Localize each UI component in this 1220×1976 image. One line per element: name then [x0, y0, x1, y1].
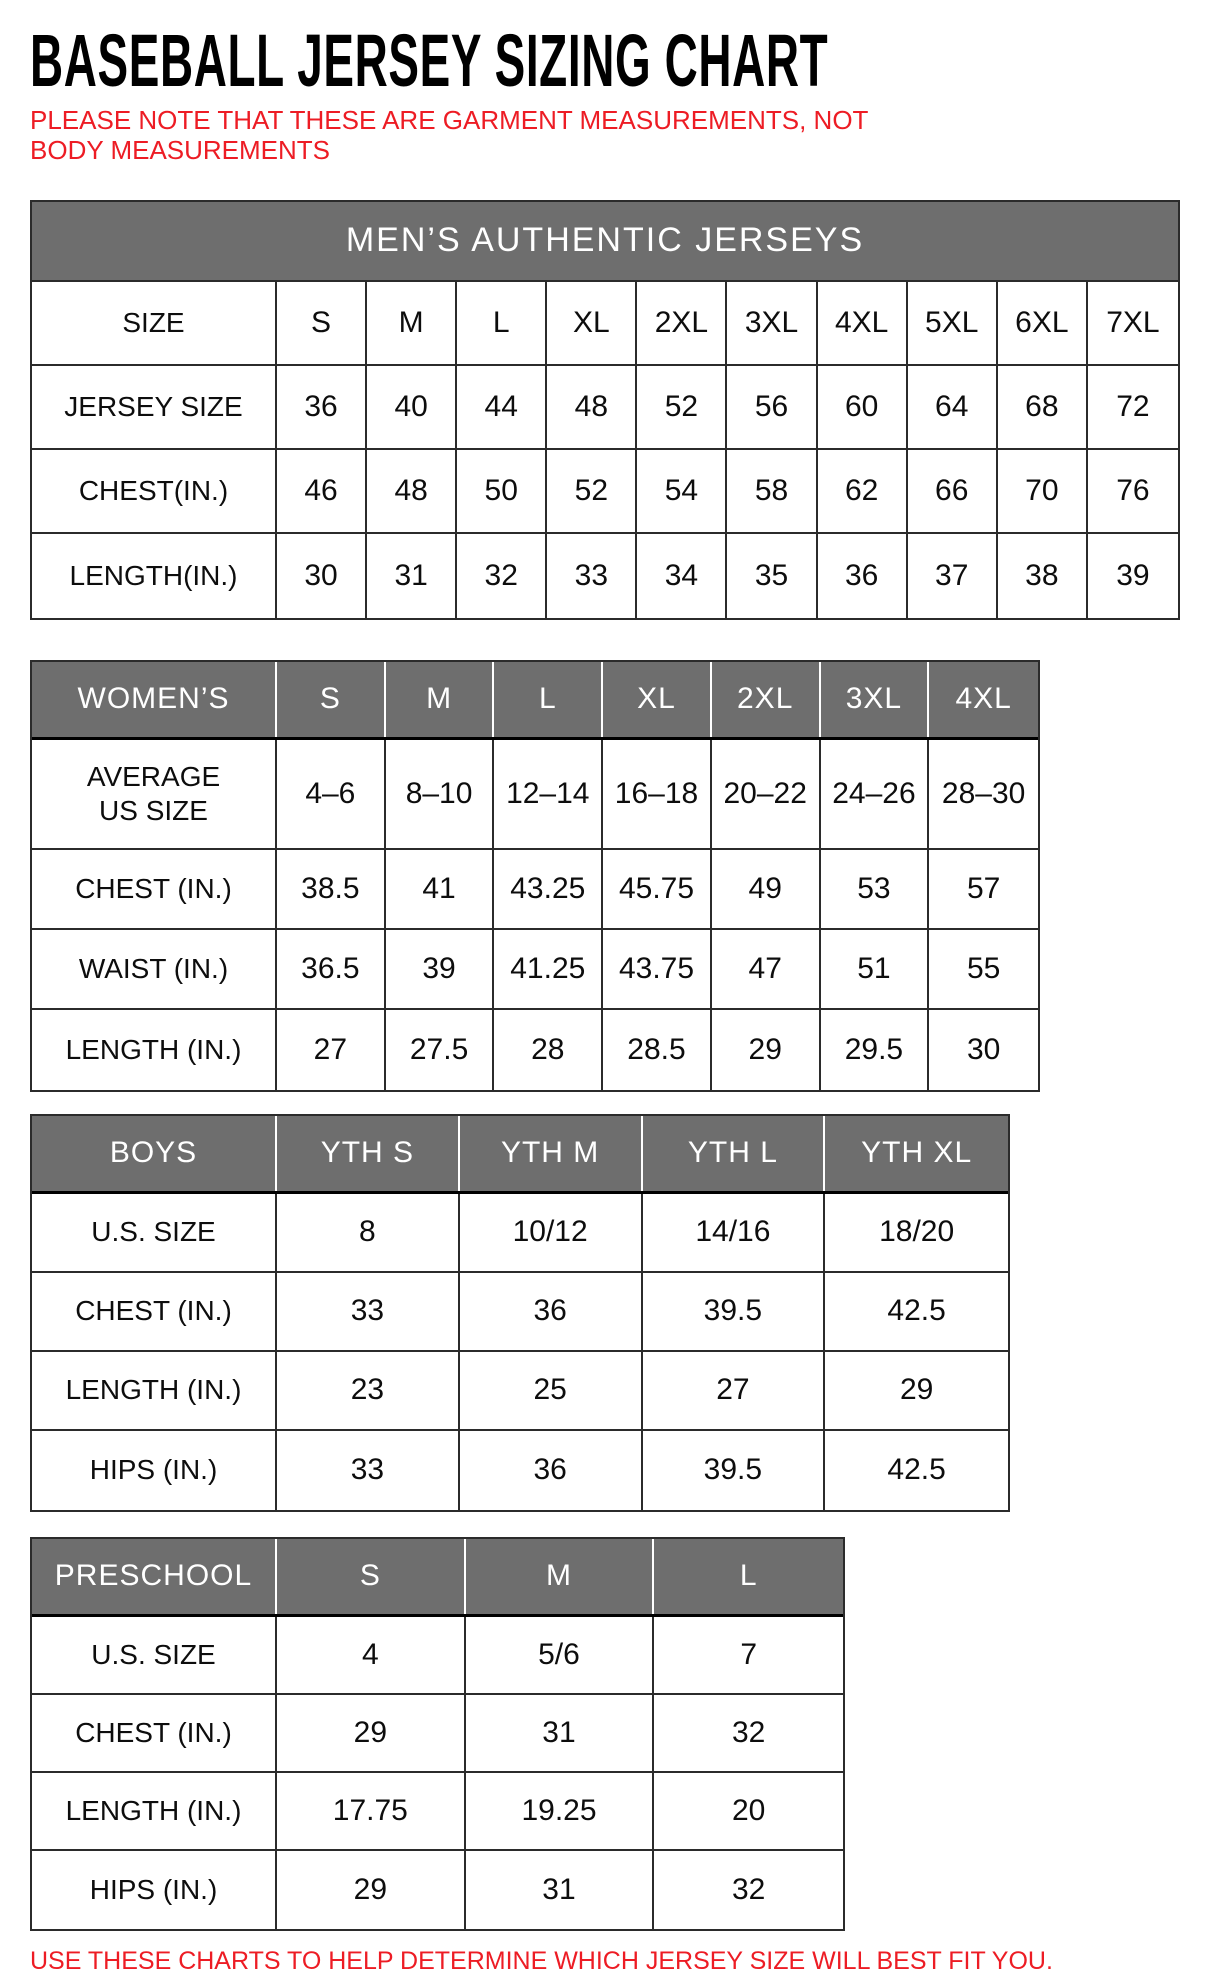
- womens-header-cell: 2XL: [712, 662, 821, 737]
- womens-row: [32, 740, 1038, 850]
- preschool-value-cell: 32: [731, 1872, 766, 1906]
- page-title: BASEBALL JERSEY SIZING CHART: [30, 19, 829, 102]
- womens-value-cell: 36.5: [277, 930, 386, 1008]
- mens-authentic-jerseys-value-cell: 5XL: [908, 282, 998, 364]
- womens-value-cell: 43.25: [494, 850, 603, 928]
- womens-value-cell: 28–30: [941, 776, 1026, 810]
- womens-value-cell: 29: [712, 1010, 821, 1090]
- womens-value-cell: 8–10: [386, 740, 495, 848]
- preschool-row-label: LENGTH (IN.): [32, 1773, 277, 1849]
- preschool-value-cell: 20: [731, 1793, 766, 1827]
- boys-value-cell: 42.5: [887, 1453, 946, 1487]
- womens-value-cell: 41.25: [494, 930, 603, 1008]
- mens-authentic-jerseys-value-cell: 64: [908, 366, 998, 448]
- preschool-value-cell: 29: [277, 1851, 466, 1929]
- garment-measurement-note: PLEASE NOTE THAT THESE ARE GARMENT MEASUREMENTS, NOT BODY MEASUREMENTS: [30, 105, 868, 165]
- womens-value-cell: 43.75: [603, 930, 712, 1008]
- womens-header-cell: 3XL: [821, 662, 930, 737]
- mens-authentic-jerseys-value-cell: 60: [818, 366, 908, 448]
- mens-authentic-jerseys-value-cell: 35: [727, 534, 817, 618]
- mens-authentic-jerseys-value-cell: 76: [1116, 473, 1150, 507]
- mens-authentic-jerseys-value-cell: 6XL: [998, 282, 1088, 364]
- boys-value-cell: 10/12: [460, 1194, 643, 1271]
- boys-value-cell: 39.5: [643, 1431, 826, 1510]
- preschool-header-label: PRESCHOOL: [32, 1539, 277, 1614]
- boys-value-cell: 25: [460, 1352, 643, 1429]
- mens-authentic-jerseys-banner: MEN’S AUTHENTIC JERSEYS: [32, 202, 1178, 282]
- mens-authentic-jerseys-value-cell: 54: [637, 450, 727, 532]
- preschool-value-cell: 19.25: [466, 1773, 655, 1849]
- table-mens-authentic-jerseys: [30, 200, 1180, 620]
- womens-value-cell: 41: [386, 850, 495, 928]
- mens-authentic-jerseys-value-cell: 2XL: [637, 282, 727, 364]
- mens-authentic-jerseys-value-cell: 68: [998, 366, 1088, 448]
- mens-authentic-jerseys-value-cell: XL: [547, 282, 637, 364]
- preschool-value-cell: 31: [466, 1695, 655, 1771]
- womens-value-cell: 28.5: [603, 1010, 712, 1090]
- mens-authentic-jerseys-value-cell: 46: [277, 450, 367, 532]
- womens-value-cell: 28: [494, 1010, 603, 1090]
- mens-authentic-jerseys-row: [32, 534, 1178, 618]
- boys-value-cell: 14/16: [643, 1194, 826, 1271]
- fit-advice-footer: USE THESE CHARTS TO HELP DETERMINE WHICH JERSEY SIZE WILL BEST FIT YOU.: [30, 1946, 1053, 1975]
- mens-authentic-jerseys-value-cell: S: [277, 282, 367, 364]
- mens-authentic-jerseys-row: [32, 366, 1178, 450]
- womens-row-label: LENGTH (IN.): [32, 1010, 277, 1090]
- womens-header-cell: L: [494, 662, 603, 737]
- womens-value-cell: 24–26: [821, 740, 930, 848]
- mens-authentic-jerseys-value-cell: 30: [277, 534, 367, 618]
- boys-value-cell: 42.5: [887, 1294, 946, 1328]
- boys-row-label: CHEST (IN.): [32, 1273, 277, 1350]
- mens-authentic-jerseys-value-cell: 58: [727, 450, 817, 532]
- preschool-row-label: U.S. SIZE: [32, 1617, 277, 1693]
- mens-authentic-jerseys-value-cell: 32: [457, 534, 547, 618]
- womens-value-cell: 45.75: [603, 850, 712, 928]
- mens-authentic-jerseys-value-cell: 52: [637, 366, 727, 448]
- preschool-value-cell: 31: [466, 1851, 655, 1929]
- womens-value-cell: 20–22: [712, 740, 821, 848]
- mens-authentic-jerseys-value-cell: 50: [457, 450, 547, 532]
- mens-authentic-jerseys-value-cell: 3XL: [727, 282, 817, 364]
- mens-authentic-jerseys-value-cell: 38: [998, 534, 1088, 618]
- womens-value-cell: 30: [966, 1032, 1001, 1066]
- womens-header-cell: M: [386, 662, 495, 737]
- womens-value-cell: 49: [712, 850, 821, 928]
- womens-value-cell: 4–6: [277, 740, 386, 848]
- boys-value-cell: 36: [460, 1273, 643, 1350]
- preschool-row: [32, 1851, 843, 1929]
- womens-value-cell: 27: [277, 1010, 386, 1090]
- table-boys: [30, 1114, 1010, 1512]
- boys-header-cell: YTH S: [277, 1116, 460, 1191]
- mens-authentic-jerseys-value-cell: 40: [367, 366, 457, 448]
- boys-value-cell: 39.5: [643, 1273, 826, 1350]
- mens-authentic-jerseys-value-cell: 33: [547, 534, 637, 618]
- mens-authentic-jerseys-value-cell: 31: [367, 534, 457, 618]
- table-womens: [30, 660, 1040, 1092]
- mens-authentic-jerseys-row-label: JERSEY SIZE: [32, 366, 277, 448]
- preschool-row: [32, 1773, 843, 1851]
- mens-authentic-jerseys-value-cell: 37: [908, 534, 998, 618]
- preschool-value-cell: 17.75: [277, 1773, 466, 1849]
- womens-header-cell: XL: [603, 662, 712, 737]
- boys-value-cell: 33: [277, 1273, 460, 1350]
- mens-authentic-jerseys-row: [32, 450, 1178, 534]
- boys-value-cell: 18/20: [879, 1215, 955, 1249]
- mens-authentic-jerseys-value-cell: 4XL: [818, 282, 908, 364]
- womens-header-label: WOMEN’S: [32, 662, 277, 737]
- boys-header-label: BOYS: [32, 1116, 277, 1191]
- mens-authentic-jerseys-row-label: SIZE: [32, 282, 277, 364]
- preschool-value-cell: 32: [731, 1715, 766, 1749]
- mens-authentic-jerseys-row-label: LENGTH(IN.): [32, 534, 277, 618]
- womens-header-row: [32, 662, 1038, 740]
- mens-authentic-jerseys-value-cell: 36: [818, 534, 908, 618]
- womens-value-cell: 57: [966, 871, 1001, 905]
- boys-header-cell: YTH L: [643, 1116, 826, 1191]
- womens-row: [32, 850, 1038, 930]
- womens-row-label: CHEST (IN.): [32, 850, 277, 928]
- boys-row: [32, 1194, 1008, 1273]
- mens-authentic-jerseys-value-cell: L: [457, 282, 547, 364]
- preschool-header-cell: S: [277, 1539, 466, 1614]
- table-preschool: [30, 1537, 845, 1931]
- mens-authentic-jerseys-value-cell: 7XL: [1106, 305, 1160, 339]
- boys-header-cell: YTH XL: [825, 1116, 1008, 1191]
- mens-authentic-jerseys-value-cell: 72: [1116, 389, 1150, 423]
- preschool-header-row: [32, 1539, 843, 1617]
- boys-value-cell: 27: [643, 1352, 826, 1429]
- womens-row-label: WAIST (IN.): [32, 930, 277, 1008]
- boys-value-cell: 29: [899, 1373, 934, 1407]
- preschool-value-cell: 7: [740, 1637, 757, 1671]
- boys-header-cell: YTH M: [460, 1116, 643, 1191]
- mens-authentic-jerseys-value-cell: 36: [277, 366, 367, 448]
- mens-authentic-jerseys-value-cell: M: [367, 282, 457, 364]
- womens-value-cell: 12–14: [494, 740, 603, 848]
- boys-value-cell: 33: [277, 1431, 460, 1510]
- preschool-header-cell: L: [654, 1539, 843, 1614]
- mens-authentic-jerseys-value-cell: 48: [367, 450, 457, 532]
- preschool-value-cell: 4: [277, 1617, 466, 1693]
- womens-value-cell: 38.5: [277, 850, 386, 928]
- womens-value-cell: 39: [386, 930, 495, 1008]
- preschool-header-cell: M: [466, 1539, 655, 1614]
- boys-value-cell: 36: [460, 1431, 643, 1510]
- womens-row: [32, 930, 1038, 1010]
- boys-row: [32, 1431, 1008, 1510]
- boys-header-row: [32, 1116, 1008, 1194]
- womens-value-cell: 53: [821, 850, 930, 928]
- womens-row: [32, 1010, 1038, 1090]
- mens-authentic-jerseys-value-cell: 34: [637, 534, 727, 618]
- womens-value-cell: 29.5: [821, 1010, 930, 1090]
- mens-authentic-jerseys-value-cell: 44: [457, 366, 547, 448]
- womens-header-cell: 4XL: [929, 662, 1038, 737]
- womens-value-cell: 55: [966, 951, 1001, 985]
- preschool-row: [32, 1695, 843, 1773]
- preschool-row: [32, 1617, 843, 1695]
- boys-value-cell: 8: [277, 1194, 460, 1271]
- womens-header-cell: S: [277, 662, 386, 737]
- womens-value-cell: 27.5: [386, 1010, 495, 1090]
- boys-row: [32, 1273, 1008, 1352]
- boys-row-label: U.S. SIZE: [32, 1194, 277, 1271]
- boys-row-label: HIPS (IN.): [32, 1431, 277, 1510]
- mens-authentic-jerseys-value-cell: 52: [547, 450, 637, 532]
- mens-authentic-jerseys-value-cell: 62: [818, 450, 908, 532]
- mens-authentic-jerseys-value-cell: 48: [547, 366, 637, 448]
- mens-authentic-jerseys-value-cell: 66: [908, 450, 998, 532]
- mens-authentic-jerseys-value-cell: 70: [998, 450, 1088, 532]
- womens-row-label: AVERAGE US SIZE: [32, 740, 277, 848]
- preschool-row-label: HIPS (IN.): [32, 1851, 277, 1929]
- mens-authentic-jerseys-value-cell: 39: [1116, 558, 1150, 592]
- mens-authentic-jerseys-row-label: CHEST(IN.): [32, 450, 277, 532]
- boys-row-label: LENGTH (IN.): [32, 1352, 277, 1429]
- preschool-row-label: CHEST (IN.): [32, 1695, 277, 1771]
- womens-value-cell: 51: [821, 930, 930, 1008]
- womens-value-cell: 16–18: [603, 740, 712, 848]
- boys-value-cell: 23: [277, 1352, 460, 1429]
- mens-authentic-jerseys-value-cell: 56: [727, 366, 817, 448]
- mens-authentic-jerseys-row: [32, 282, 1178, 366]
- boys-row: [32, 1352, 1008, 1431]
- preschool-value-cell: 29: [277, 1695, 466, 1771]
- preschool-value-cell: 5/6: [466, 1617, 655, 1693]
- womens-value-cell: 47: [712, 930, 821, 1008]
